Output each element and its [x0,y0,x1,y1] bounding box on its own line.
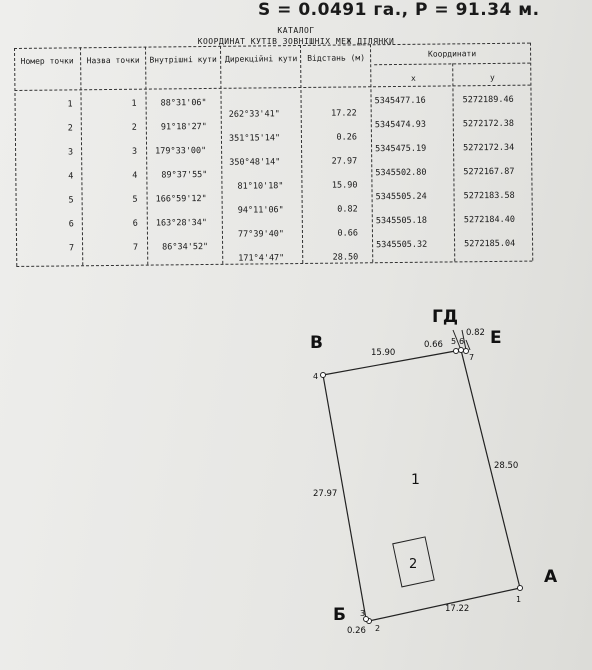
point-number: 2 [67,123,73,134]
col-header-coordinates: Координати [427,49,477,59]
boundary-point-marker [518,586,523,591]
corner-letter-v: В [310,333,323,353]
inner-angle: 163°28'34" [155,217,208,229]
corner-letter-gd: ГД [432,307,458,327]
coord-y: 5272184.40 [463,214,516,226]
catalog-subtitle: КООРДИНАТ КУТІВ ЗОВНІШНІХ МЕЖ ДІЛЯНКИ [197,37,395,46]
parcel-boundary [323,350,520,621]
direction-angle: 351°15'14" [228,133,281,144]
point-number: 5 [68,195,74,206]
inner-angle: 179°33'00" [155,145,207,157]
point-number: 1 [67,99,73,110]
point-label: 6 [459,337,465,346]
building-number: 2 [409,557,418,572]
direction-angle: 77°39'40" [237,229,285,240]
coord-x: 5345474.93 [374,119,427,131]
point-number: 4 [68,171,74,182]
point-name: 7 [132,242,139,253]
point-number: 3 [67,147,74,158]
boundary-point-marker [454,349,459,354]
segment-distance: 0.66 [337,228,359,239]
coord-y: 5272183.58 [463,190,515,202]
col-header-distance: Відстань (м) [307,53,366,63]
point-name: 4 [132,170,138,181]
corner-letter-a: А [544,567,558,587]
direction-angle: 350°48'14" [229,157,281,168]
point-name: 1 [131,98,137,109]
coord-x: 5345505.24 [375,191,427,203]
col-header-name: Назва точки [86,55,140,66]
segment-distance: 0.82 [337,204,358,215]
coord-y: 5272172.34 [463,142,515,154]
direction-angle: 171°4'47" [238,253,285,264]
corner-letter-b: Б [333,605,346,625]
col-header-direction-angle: Дирекційні кути [224,54,298,64]
catalog-title: КАТАЛОГ [277,26,315,35]
point-name: 6 [132,218,138,229]
point-label: 3 [360,609,366,618]
coord-x: 5345475.19 [375,143,427,155]
edge-length-left: 27.97 [313,489,338,499]
point-label: 2 [375,624,381,633]
point-name: 5 [132,194,138,205]
coord-x: 5345505.18 [375,215,428,227]
inner-angle: 88°31'06" [160,97,207,109]
coord-x: 5345502.80 [375,167,427,179]
inner-angle: 166°59'12" [155,193,207,205]
boundary-point-marker [321,373,326,378]
edge-length-top-left: 15.90 [371,348,396,358]
direction-angle: 81°10'18" [237,181,284,192]
point-label: 1 [516,595,522,604]
coord-y: 5272167.87 [463,166,515,178]
point-label: 4 [313,372,319,381]
parcel-number: 1 [411,472,420,488]
direction-angle: 262°33'41" [228,109,280,120]
coord-y: 5272172.38 [462,118,515,130]
inner-angle: 91°18'27" [160,121,207,133]
direction-angle: 94°11'06" [237,205,284,216]
point-number: 6 [68,219,74,230]
coord-y: 5272185.04 [464,238,516,250]
segment-distance: 15.90 [331,180,358,191]
edge-length-bottom-small: 0.26 [347,626,366,636]
corner-letter-e: Е [490,328,502,348]
edge-length-top-mid: 0.66 [424,340,443,350]
segment-distance: 0.26 [336,132,358,143]
segment-distance: 28.50 [332,252,359,263]
coord-y: 5272189.46 [462,94,514,106]
coord-x: 5345477.16 [374,95,426,107]
boundary-point-marker [464,349,469,354]
point-label: 5 [451,337,457,346]
edge-length-bottom: 17.22 [445,604,470,614]
col-header-y: y [489,72,495,83]
boundary-point-marker [459,348,464,353]
inner-angle: 89°37'55" [161,169,208,181]
col-header-x: x [410,73,416,83]
point-name: 3 [131,146,138,157]
inner-angle: 86°34'52" [162,241,209,253]
coord-x: 5345505.32 [376,239,428,251]
edge-length-top-right: 0.82 [466,328,485,338]
point-number: 7 [68,243,75,254]
col-header-number: Номер точки [20,56,74,66]
col-header-inner-angle: Внутрішні кути [149,54,217,65]
point-label: 7 [469,353,475,362]
area-perimeter-heading: S = 0.0491 га., Р = 91.34 м. [258,0,540,20]
point-name: 2 [131,122,137,133]
segment-distance: 17.22 [331,108,357,119]
edge-length-right: 28.50 [494,461,519,471]
segment-distance: 27.97 [331,156,358,167]
